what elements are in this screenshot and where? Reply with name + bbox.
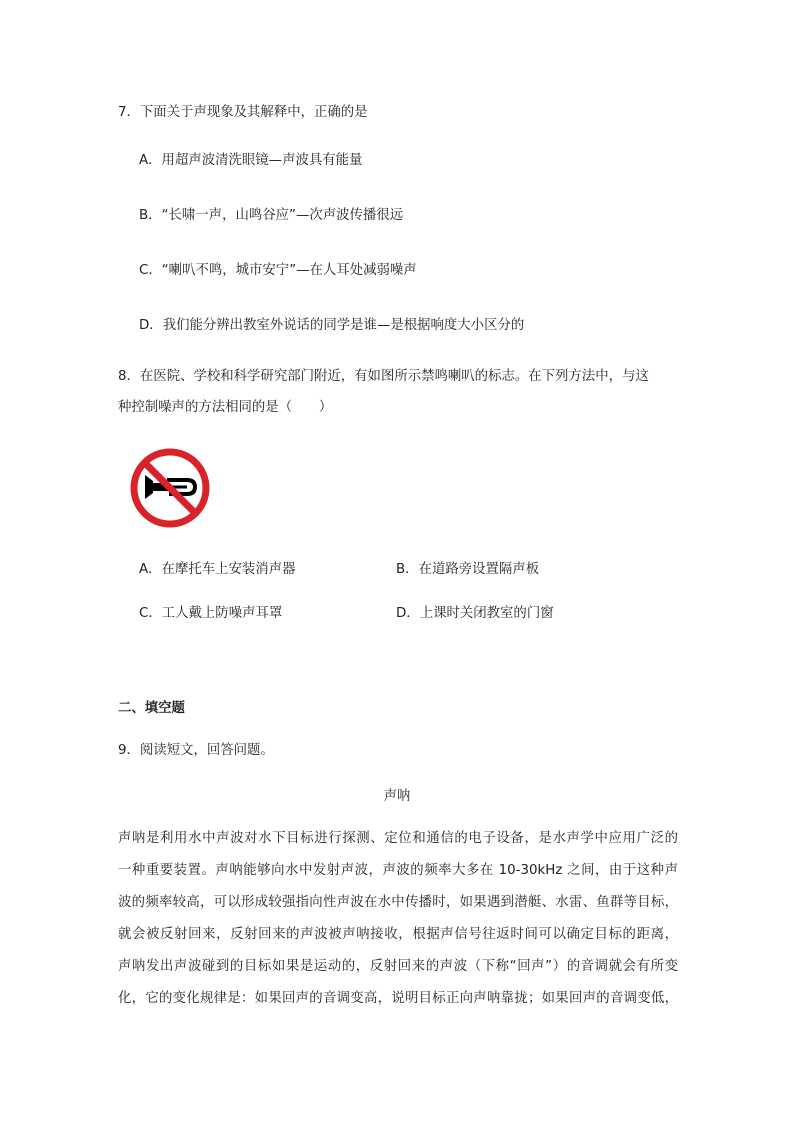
paragraph-line: 声呐发出声波碰到的目标如果是运动的，反射回来的声波（下称“回声”）的音调就会有所变 [118, 959, 678, 974]
section-heading: 二、填空题 [118, 701, 185, 716]
q9-stem: 9．阅读短文，回答问题。 [118, 743, 274, 758]
q8-option-c: C．工人戴上防噪声耳罩 [139, 606, 283, 621]
q8-option-b: B．在道路旁设置隔声板 [396, 562, 540, 577]
q8-option-a: A．在摩托车上安装消声器 [139, 562, 296, 577]
q7-stem: 7．下面关于声现象及其解释中，正确的是 [118, 105, 368, 120]
q7-option-a: A．用超声波清洗眼镜—声波具有能量 [139, 153, 363, 168]
paragraph-line: 一种重要装置。声呐能够向水中发射声波，声波的频率大多在 10-30kHz 之间，由于这种声 [118, 863, 678, 878]
q8-option-d: D．上课时关闭教室的门窗 [396, 606, 554, 621]
article-title: 声呐 [383, 789, 411, 804]
paragraph-line: 化，它的变化规律是：如果回声的音调变高，说明目标正向声呐靠拢；如果回声的音调变低， [118, 991, 678, 1006]
paragraph-line: 就会被反射回来，反射回来的声波被声呐接收，根据声信号往返时间可以确定目标的距离， [118, 927, 678, 942]
q7-option-b: B．“长啸一声，山鸣谷应”—次声波传播很远 [139, 208, 404, 223]
paragraph-line: 声呐是利用水中声波对水下目标进行探测、定位和通信的电子设备，是水声学中应用广泛的 [118, 831, 678, 846]
q8-stem-line1: 8．在医院、学校和科学研究部门附近，有如图所示禁鸣喇叭的标志。在下列方法中，与这 [118, 369, 649, 384]
q7-option-c: C．“喇叭不鸣，城市安宁”—在人耳处减弱噪声 [139, 263, 417, 278]
no-horn-sign-icon [129, 447, 211, 529]
paragraph-line: 波的频率较高，可以形成较强指向性声波在水中传播时，如果遇到潜艇、水雷、鱼群等目标， [118, 895, 678, 910]
q7-option-d: D．我们能分辨出教室外说话的同学是谁—是根据响度大小区分的 [139, 318, 525, 333]
q8-stem-line2: 种控制噪声的方法相同的是（ ） [118, 400, 333, 415]
